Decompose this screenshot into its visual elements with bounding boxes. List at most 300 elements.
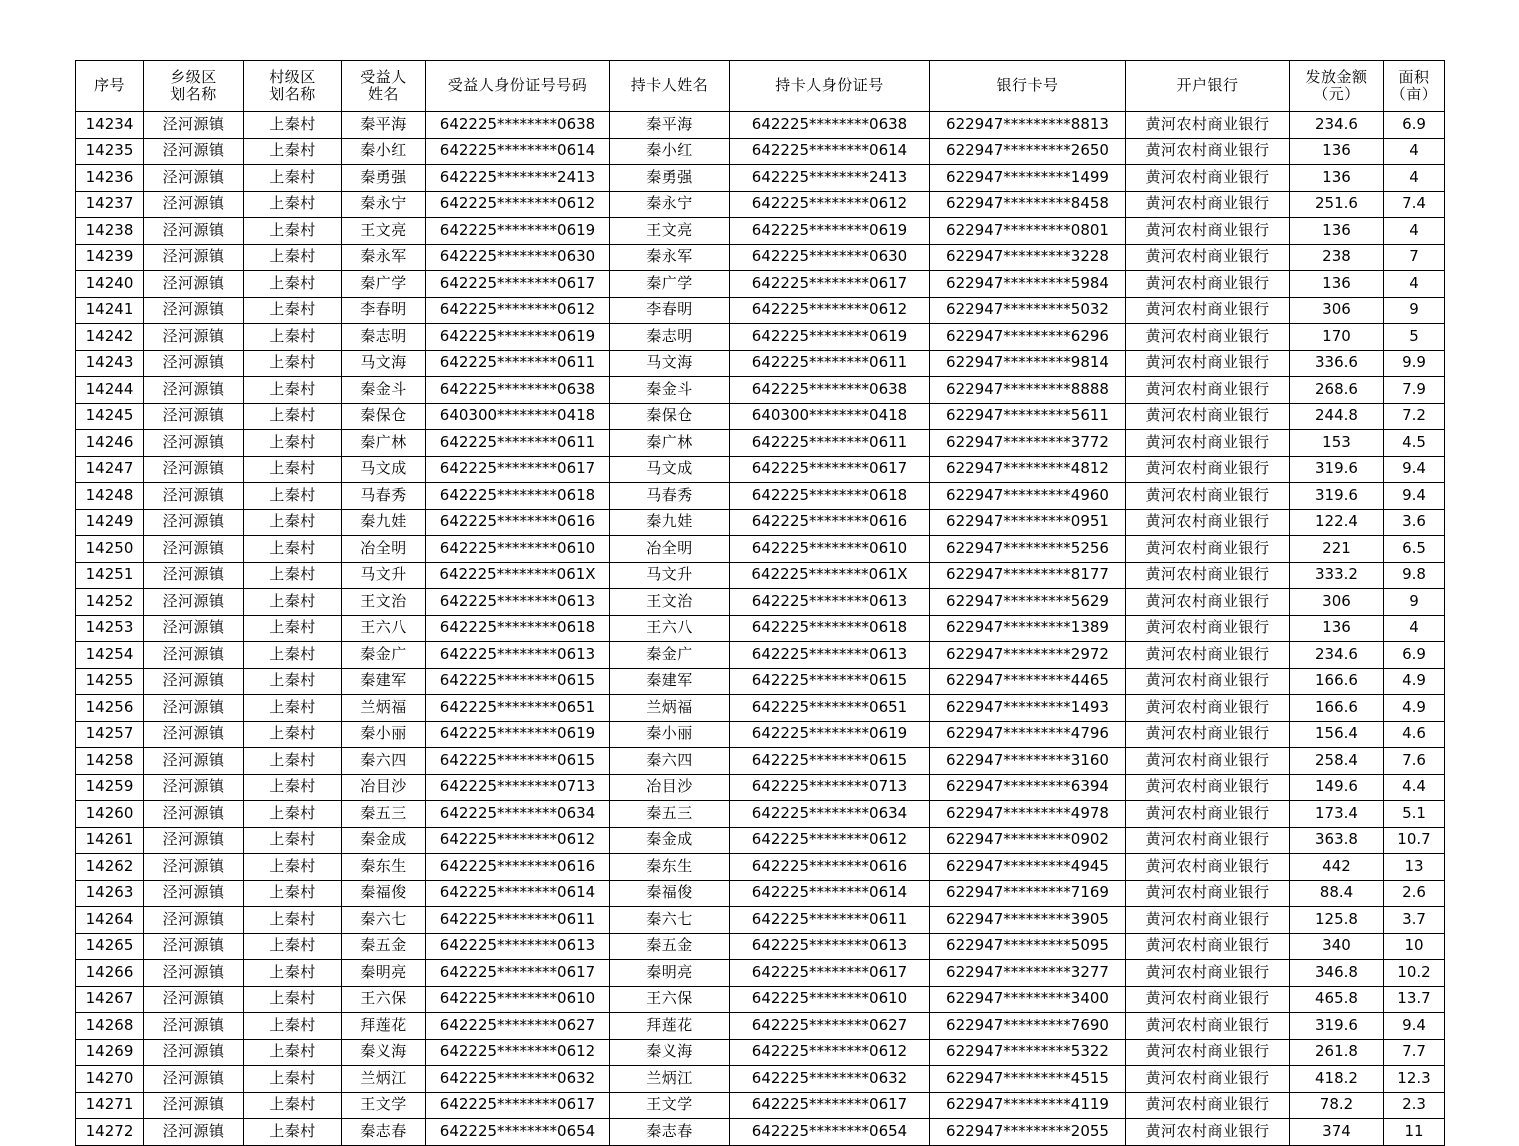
cell-town: 泾河源镇 <box>144 456 244 483</box>
cell-holder: 秦金斗 <box>610 377 730 404</box>
cell-seq: 14245 <box>76 403 144 430</box>
cell-area: 4.6 <box>1384 721 1445 748</box>
cell-holderid: 642225********0612 <box>730 827 930 854</box>
cell-holder: 王六八 <box>610 615 730 642</box>
cell-seq: 14253 <box>76 615 144 642</box>
cell-seq: 14270 <box>76 1066 144 1093</box>
cell-amount: 234.6 <box>1290 112 1384 139</box>
cell-holder: 王文亮 <box>610 218 730 245</box>
cell-area: 4.9 <box>1384 668 1445 695</box>
cell-town: 泾河源镇 <box>144 403 244 430</box>
cell-holder: 秦志明 <box>610 324 730 351</box>
cell-village: 上秦村 <box>244 960 342 987</box>
column-header-name <box>342 61 426 112</box>
table-header-row <box>76 61 1445 112</box>
cell-card: 622947*********3228 <box>930 244 1126 271</box>
cell-village: 上秦村 <box>244 986 342 1013</box>
cell-bank: 黄河农村商业银行 <box>1126 509 1290 536</box>
cell-town: 泾河源镇 <box>144 483 244 510</box>
cell-card: 622947*********6296 <box>930 324 1126 351</box>
cell-id: 642225********0611 <box>426 430 610 457</box>
cell-area: 4 <box>1384 138 1445 165</box>
cell-area: 2.6 <box>1384 880 1445 907</box>
cell-holderid: 642225********0651 <box>730 695 930 722</box>
cell-amount: 306 <box>1290 589 1384 616</box>
cell-town: 泾河源镇 <box>144 271 244 298</box>
cell-holderid: 642225********0614 <box>730 880 930 907</box>
cell-village: 上秦村 <box>244 1066 342 1093</box>
cell-holderid: 642225********0638 <box>730 377 930 404</box>
cell-area: 3.7 <box>1384 907 1445 934</box>
cell-holder: 马文成 <box>610 456 730 483</box>
cell-village: 上秦村 <box>244 1119 342 1146</box>
column-header-town-line-2: 划名称 <box>170 85 217 103</box>
cell-id: 642225********0713 <box>426 774 610 801</box>
cell-seq: 14248 <box>76 483 144 510</box>
column-header-town-line-1: 乡级区 <box>170 67 217 86</box>
column-header-holder <box>610 61 730 112</box>
cell-seq: 14272 <box>76 1119 144 1146</box>
cell-id: 640300********0418 <box>426 403 610 430</box>
cell-town: 泾河源镇 <box>144 138 244 165</box>
table-row <box>76 377 1445 404</box>
cell-seq: 14268 <box>76 1013 144 1040</box>
cell-holder: 秦志春 <box>610 1119 730 1146</box>
cell-holderid: 642225********0634 <box>730 801 930 828</box>
table-row <box>76 880 1445 907</box>
cell-seq: 14234 <box>76 112 144 139</box>
cell-amount: 136 <box>1290 271 1384 298</box>
cell-holderid: 642225********061X <box>730 562 930 589</box>
cell-holderid: 642225********0615 <box>730 668 930 695</box>
cell-holderid: 642225********0619 <box>730 324 930 351</box>
cell-village: 上秦村 <box>244 536 342 563</box>
cell-bank: 黄河农村商业银行 <box>1126 165 1290 192</box>
cell-village: 上秦村 <box>244 350 342 377</box>
cell-id: 642225********0614 <box>426 138 610 165</box>
cell-holderid: 642225********0632 <box>730 1066 930 1093</box>
cell-name: 秦东生 <box>342 854 426 881</box>
cell-id: 642225********0612 <box>426 191 610 218</box>
cell-town: 泾河源镇 <box>144 536 244 563</box>
cell-village: 上秦村 <box>244 1092 342 1119</box>
cell-amount: 251.6 <box>1290 191 1384 218</box>
cell-card: 622947*********5322 <box>930 1039 1126 1066</box>
cell-bank: 黄河农村商业银行 <box>1126 324 1290 351</box>
table-row <box>76 721 1445 748</box>
cell-seq: 14260 <box>76 801 144 828</box>
table-row <box>76 774 1445 801</box>
cell-town: 泾河源镇 <box>144 933 244 960</box>
cell-bank: 黄河农村商业银行 <box>1126 297 1290 324</box>
cell-holder: 秦永军 <box>610 244 730 271</box>
cell-id: 642225********0611 <box>426 350 610 377</box>
cell-card: 622947*********4812 <box>930 456 1126 483</box>
cell-amount: 346.8 <box>1290 960 1384 987</box>
cell-id: 642225********0615 <box>426 748 610 775</box>
cell-name: 兰炳江 <box>342 1066 426 1093</box>
table-row <box>76 748 1445 775</box>
cell-amount: 166.6 <box>1290 695 1384 722</box>
cell-holderid: 640300********0418 <box>730 403 930 430</box>
cell-amount: 166.6 <box>1290 668 1384 695</box>
cell-village: 上秦村 <box>244 774 342 801</box>
cell-holder: 秦明亮 <box>610 960 730 987</box>
table-row <box>76 218 1445 245</box>
table-row <box>76 907 1445 934</box>
cell-bank: 黄河农村商业银行 <box>1126 960 1290 987</box>
cell-name: 兰炳福 <box>342 695 426 722</box>
cell-name: 马文升 <box>342 562 426 589</box>
cell-name: 马文成 <box>342 456 426 483</box>
cell-town: 泾河源镇 <box>144 350 244 377</box>
cell-area: 12.3 <box>1384 1066 1445 1093</box>
cell-id: 642225********0619 <box>426 721 610 748</box>
cell-card: 622947*********0902 <box>930 827 1126 854</box>
cell-card: 622947*********5629 <box>930 589 1126 616</box>
cell-amount: 319.6 <box>1290 483 1384 510</box>
cell-town: 泾河源镇 <box>144 1119 244 1146</box>
cell-name: 秦广学 <box>342 271 426 298</box>
column-header-id-label: 受益人身份证号号码 <box>447 76 588 95</box>
cell-town: 泾河源镇 <box>144 986 244 1013</box>
cell-card: 622947*********3277 <box>930 960 1126 987</box>
cell-seq: 14271 <box>76 1092 144 1119</box>
cell-id: 642225********0638 <box>426 112 610 139</box>
table-row <box>76 1092 1445 1119</box>
column-header-area-line-1: 面积 <box>1398 67 1430 86</box>
cell-town: 泾河源镇 <box>144 324 244 351</box>
cell-village: 上秦村 <box>244 191 342 218</box>
cell-holderid: 642225********0619 <box>730 218 930 245</box>
cell-area: 9.4 <box>1384 456 1445 483</box>
cell-area: 4 <box>1384 615 1445 642</box>
cell-area: 9.8 <box>1384 562 1445 589</box>
cell-name: 秦五金 <box>342 933 426 960</box>
cell-village: 上秦村 <box>244 801 342 828</box>
cell-id: 642225********0617 <box>426 1092 610 1119</box>
cell-name: 秦志明 <box>342 324 426 351</box>
cell-holder: 兰炳福 <box>610 695 730 722</box>
cell-holderid: 642225********0617 <box>730 960 930 987</box>
cell-holderid: 642225********0610 <box>730 536 930 563</box>
cell-holder: 秦义海 <box>610 1039 730 1066</box>
table-row <box>76 456 1445 483</box>
cell-name: 秦小红 <box>342 138 426 165</box>
cell-card: 622947*********4515 <box>930 1066 1126 1093</box>
table-row <box>76 615 1445 642</box>
cell-area: 9.4 <box>1384 483 1445 510</box>
cell-name: 王文治 <box>342 589 426 616</box>
table-row <box>76 165 1445 192</box>
cell-area: 7 <box>1384 244 1445 271</box>
table-row <box>76 191 1445 218</box>
cell-town: 泾河源镇 <box>144 589 244 616</box>
cell-name: 秦志春 <box>342 1119 426 1146</box>
cell-amount: 234.6 <box>1290 642 1384 669</box>
cell-id: 642225********0617 <box>426 456 610 483</box>
cell-name: 秦金成 <box>342 827 426 854</box>
column-header-village-line-2: 划名称 <box>269 85 316 103</box>
column-header-card <box>930 61 1126 112</box>
cell-amount: 333.2 <box>1290 562 1384 589</box>
table-header <box>76 61 1445 112</box>
cell-bank: 黄河农村商业银行 <box>1126 880 1290 907</box>
cell-holder: 冶全明 <box>610 536 730 563</box>
table-row <box>76 1119 1445 1146</box>
cell-id: 642225********0612 <box>426 827 610 854</box>
cell-bank: 黄河农村商业银行 <box>1126 1092 1290 1119</box>
cell-amount: 170 <box>1290 324 1384 351</box>
cell-town: 泾河源镇 <box>144 297 244 324</box>
cell-village: 上秦村 <box>244 430 342 457</box>
table-row <box>76 801 1445 828</box>
cell-id: 642225********0612 <box>426 297 610 324</box>
cell-seq: 14265 <box>76 933 144 960</box>
cell-card: 622947*********2650 <box>930 138 1126 165</box>
cell-card: 622947*********4796 <box>930 721 1126 748</box>
cell-holder: 秦平海 <box>610 112 730 139</box>
cell-card: 622947*********7169 <box>930 880 1126 907</box>
cell-village: 上秦村 <box>244 668 342 695</box>
cell-holder: 秦保仓 <box>610 403 730 430</box>
cell-village: 上秦村 <box>244 695 342 722</box>
cell-village: 上秦村 <box>244 748 342 775</box>
cell-id: 642225********0611 <box>426 907 610 934</box>
cell-seq: 14264 <box>76 907 144 934</box>
cell-card: 622947*********1389 <box>930 615 1126 642</box>
column-header-town <box>144 61 244 112</box>
cell-amount: 258.4 <box>1290 748 1384 775</box>
cell-card: 622947*********3772 <box>930 430 1126 457</box>
cell-id: 642225********0632 <box>426 1066 610 1093</box>
cell-name: 冶全明 <box>342 536 426 563</box>
cell-area: 2.3 <box>1384 1092 1445 1119</box>
table-row <box>76 244 1445 271</box>
cell-holder: 秦勇强 <box>610 165 730 192</box>
cell-id: 642225********0612 <box>426 1039 610 1066</box>
cell-amount: 122.4 <box>1290 509 1384 536</box>
cell-seq: 14261 <box>76 827 144 854</box>
cell-bank: 黄河农村商业银行 <box>1126 191 1290 218</box>
cell-area: 4 <box>1384 218 1445 245</box>
cell-holder: 王文治 <box>610 589 730 616</box>
cell-town: 泾河源镇 <box>144 907 244 934</box>
cell-seq: 14244 <box>76 377 144 404</box>
cell-village: 上秦村 <box>244 562 342 589</box>
cell-holder: 秦小丽 <box>610 721 730 748</box>
cell-id: 642225********0634 <box>426 801 610 828</box>
cell-village: 上秦村 <box>244 377 342 404</box>
cell-area: 6.9 <box>1384 642 1445 669</box>
cell-id: 642225********0617 <box>426 960 610 987</box>
cell-bank: 黄河农村商业银行 <box>1126 430 1290 457</box>
cell-card: 622947*********4978 <box>930 801 1126 828</box>
cell-seq: 14246 <box>76 430 144 457</box>
column-header-bank <box>1126 61 1290 112</box>
cell-area: 11 <box>1384 1119 1445 1146</box>
cell-village: 上秦村 <box>244 880 342 907</box>
cell-name: 李春明 <box>342 297 426 324</box>
cell-village: 上秦村 <box>244 589 342 616</box>
table-row <box>76 536 1445 563</box>
cell-town: 泾河源镇 <box>144 695 244 722</box>
cell-village: 上秦村 <box>244 509 342 536</box>
cell-id: 642225********0619 <box>426 324 610 351</box>
cell-holder: 秦福俊 <box>610 880 730 907</box>
cell-name: 王文学 <box>342 1092 426 1119</box>
cell-bank: 黄河农村商业银行 <box>1126 801 1290 828</box>
cell-seq: 14235 <box>76 138 144 165</box>
cell-card: 622947*********8458 <box>930 191 1126 218</box>
cell-holderid: 642225********0630 <box>730 244 930 271</box>
cell-holder: 秦建军 <box>610 668 730 695</box>
table-row <box>76 1039 1445 1066</box>
cell-town: 泾河源镇 <box>144 642 244 669</box>
cell-amount: 136 <box>1290 615 1384 642</box>
cell-area: 6.5 <box>1384 536 1445 563</box>
column-header-amount-line-2: （元） <box>1313 85 1360 103</box>
cell-seq: 14257 <box>76 721 144 748</box>
cell-name: 秦义海 <box>342 1039 426 1066</box>
cell-amount: 78.2 <box>1290 1092 1384 1119</box>
cell-area: 5 <box>1384 324 1445 351</box>
table-row <box>76 430 1445 457</box>
cell-holder: 拜莲花 <box>610 1013 730 1040</box>
cell-amount: 319.6 <box>1290 456 1384 483</box>
column-header-holderid-label: 持卡人身份证号 <box>775 76 884 95</box>
cell-id: 642225********0627 <box>426 1013 610 1040</box>
column-header-village <box>244 61 342 112</box>
cell-id: 642225********0610 <box>426 536 610 563</box>
cell-card: 622947*********7690 <box>930 1013 1126 1040</box>
cell-bank: 黄河农村商业银行 <box>1126 1013 1290 1040</box>
cell-holderid: 642225********0613 <box>730 642 930 669</box>
cell-id: 642225********061X <box>426 562 610 589</box>
cell-holderid: 642225********0617 <box>730 456 930 483</box>
cell-town: 泾河源镇 <box>144 112 244 139</box>
cell-name: 冶目沙 <box>342 774 426 801</box>
cell-holderid: 642225********0612 <box>730 297 930 324</box>
cell-holderid: 642225********0619 <box>730 721 930 748</box>
cell-card: 622947*********4960 <box>930 483 1126 510</box>
cell-seq: 14241 <box>76 297 144 324</box>
cell-name: 马文海 <box>342 350 426 377</box>
cell-card: 622947*********8888 <box>930 377 1126 404</box>
cell-seq: 14238 <box>76 218 144 245</box>
cell-seq: 14249 <box>76 509 144 536</box>
cell-bank: 黄河农村商业银行 <box>1126 403 1290 430</box>
cell-bank: 黄河农村商业银行 <box>1126 668 1290 695</box>
cell-seq: 14263 <box>76 880 144 907</box>
cell-card: 622947*********8177 <box>930 562 1126 589</box>
cell-amount: 363.8 <box>1290 827 1384 854</box>
cell-card: 622947*********5256 <box>930 536 1126 563</box>
cell-town: 泾河源镇 <box>144 377 244 404</box>
cell-village: 上秦村 <box>244 244 342 271</box>
cell-name: 秦金广 <box>342 642 426 669</box>
table-row <box>76 933 1445 960</box>
cell-name: 王文亮 <box>342 218 426 245</box>
table-row <box>76 854 1445 881</box>
table-body <box>76 112 1445 1146</box>
cell-amount: 136 <box>1290 165 1384 192</box>
cell-id: 642225********0613 <box>426 642 610 669</box>
cell-bank: 黄河农村商业银行 <box>1126 244 1290 271</box>
column-header-name-line-2: 姓名 <box>367 85 399 103</box>
table-row <box>76 509 1445 536</box>
cell-village: 上秦村 <box>244 483 342 510</box>
cell-card: 622947*********4945 <box>930 854 1126 881</box>
column-header-card-label: 银行卡号 <box>996 76 1059 95</box>
cell-amount: 336.6 <box>1290 350 1384 377</box>
cell-town: 泾河源镇 <box>144 774 244 801</box>
cell-town: 泾河源镇 <box>144 668 244 695</box>
cell-town: 泾河源镇 <box>144 244 244 271</box>
cell-card: 622947*********5984 <box>930 271 1126 298</box>
cell-card: 622947*********8813 <box>930 112 1126 139</box>
cell-village: 上秦村 <box>244 1039 342 1066</box>
column-header-holderid <box>730 61 930 112</box>
table-row <box>76 589 1445 616</box>
cell-bank: 黄河农村商业银行 <box>1126 1119 1290 1146</box>
cell-village: 上秦村 <box>244 271 342 298</box>
cell-holder: 秦小红 <box>610 138 730 165</box>
cell-village: 上秦村 <box>244 403 342 430</box>
cell-town: 泾河源镇 <box>144 562 244 589</box>
table-row <box>76 695 1445 722</box>
cell-bank: 黄河农村商业银行 <box>1126 986 1290 1013</box>
cell-holder: 李春明 <box>610 297 730 324</box>
cell-bank: 黄河农村商业银行 <box>1126 138 1290 165</box>
cell-id: 642225********0610 <box>426 986 610 1013</box>
cell-holder: 马文升 <box>610 562 730 589</box>
cell-name: 秦明亮 <box>342 960 426 987</box>
table-row <box>76 1066 1445 1093</box>
cell-holderid: 642225********0617 <box>730 271 930 298</box>
cell-holder: 王文学 <box>610 1092 730 1119</box>
cell-holder: 王六保 <box>610 986 730 1013</box>
cell-area: 9.4 <box>1384 1013 1445 1040</box>
cell-card: 622947*********4119 <box>930 1092 1126 1119</box>
cell-bank: 黄河农村商业银行 <box>1126 907 1290 934</box>
cell-amount: 153 <box>1290 430 1384 457</box>
cell-area: 4.9 <box>1384 695 1445 722</box>
cell-holderid: 642225********0713 <box>730 774 930 801</box>
cell-bank: 黄河农村商业银行 <box>1126 1066 1290 1093</box>
cell-bank: 黄河农村商业银行 <box>1126 483 1290 510</box>
cell-seq: 14240 <box>76 271 144 298</box>
cell-town: 泾河源镇 <box>144 880 244 907</box>
cell-town: 泾河源镇 <box>144 1039 244 1066</box>
cell-seq: 14254 <box>76 642 144 669</box>
cell-holder: 秦五金 <box>610 933 730 960</box>
cell-holder: 秦广林 <box>610 430 730 457</box>
cell-holderid: 642225********0616 <box>730 509 930 536</box>
cell-id: 642225********0618 <box>426 615 610 642</box>
cell-amount: 88.4 <box>1290 880 1384 907</box>
column-header-holder-label: 持卡人姓名 <box>630 76 709 95</box>
cell-area: 13 <box>1384 854 1445 881</box>
cell-seq: 14251 <box>76 562 144 589</box>
cell-holder: 秦六四 <box>610 748 730 775</box>
cell-amount: 261.8 <box>1290 1039 1384 1066</box>
cell-amount: 136 <box>1290 218 1384 245</box>
cell-holder: 兰炳江 <box>610 1066 730 1093</box>
cell-amount: 173.4 <box>1290 801 1384 828</box>
cell-card: 622947*********0801 <box>930 218 1126 245</box>
cell-amount: 268.6 <box>1290 377 1384 404</box>
